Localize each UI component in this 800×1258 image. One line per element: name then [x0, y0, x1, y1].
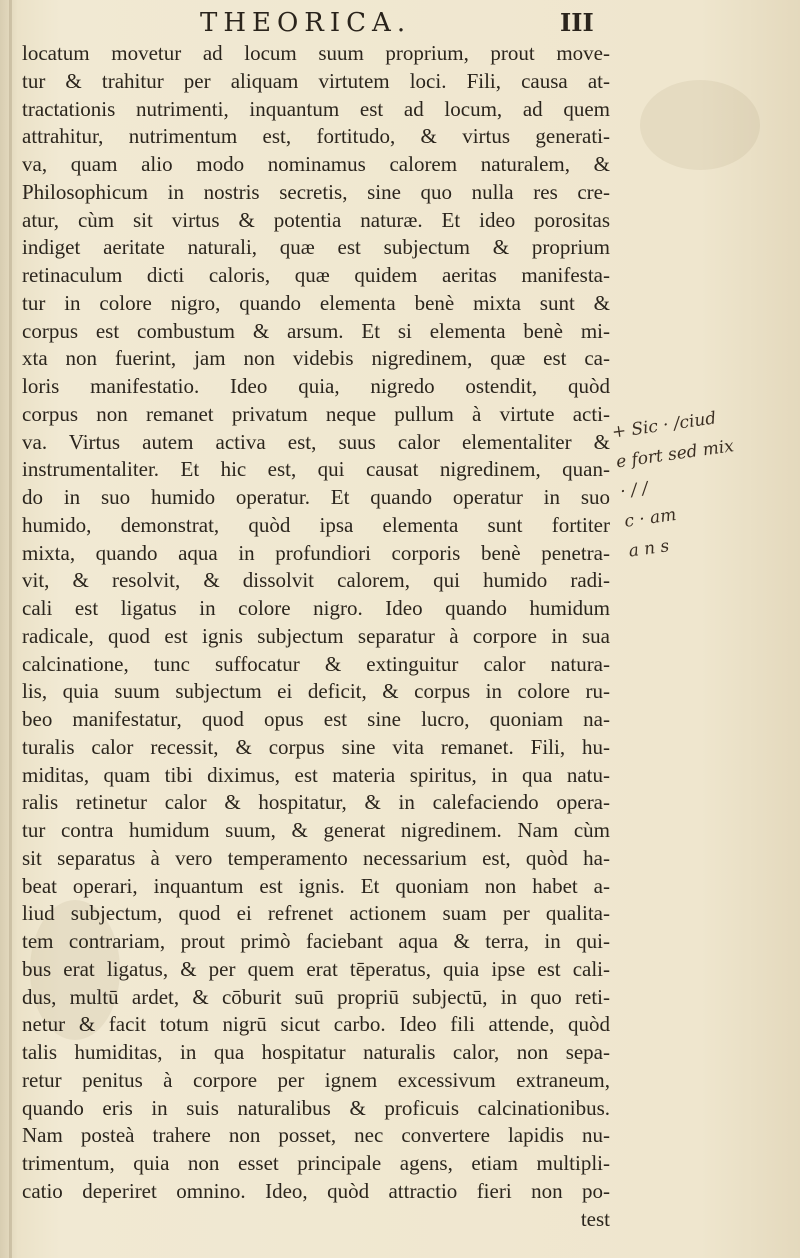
text-line: tractationis nutrimenti, inquantum est ad locum, ad quem	[22, 96, 610, 121]
text-line: catio deperiret omnino. Ideo, quòd attractio fieri non po-	[22, 1178, 610, 1203]
text-line: quando eris in suis naturalibus & proficuis calcinationibus.	[22, 1095, 610, 1120]
page-header	[0, 6, 800, 40]
main-text-block	[22, 40, 610, 1233]
text-line: attrahitur, nutrimentum est, fortitudo, & virtus generati-	[22, 124, 610, 149]
text-line: atur, cùm sit virtus & potentia naturæ. Et ideo porositas	[22, 207, 610, 232]
text-line: loris manifestatio. Ideo quia, nigredo ostendit, quòd	[22, 374, 610, 398]
text-line: retinaculum dicti caloris, quæ quidem aeritas manifesta-	[22, 263, 610, 287]
text-line: indiget aeritate naturali, quæ est subjectum & proprium	[22, 235, 610, 260]
text-line: miditas, quam tibi diximus, est materia spiritus, in qua natu-	[22, 762, 610, 787]
text-line: netur & facit totum nigrū sicut carbo. Ideo fili attende, quòd	[22, 1012, 610, 1037]
text-line: retur penitus à corpore per ignem excessivum extraneum,	[22, 1067, 610, 1092]
text-line: vit, & resolvit, & dissolvit calorem, qui humido radi-	[22, 568, 610, 593]
text-line: corpus non remanet privatum neque pullum à virtute acti-	[22, 401, 610, 426]
text-line: dus, multū ardet, & cōburit suū propriū subjectū, in quo reti-	[22, 984, 610, 1009]
text-line: va. Virtus autem activa est, suus calor elementaliter &	[22, 429, 610, 454]
text-line: calcinatione, tunc suffocatur & extinguitur calor natura-	[22, 651, 610, 676]
margin-note-line: · / /	[619, 478, 650, 503]
text-line: radicale, quod est ignis subjectum separatur à corpore in sua	[22, 623, 610, 648]
handwritten-margin-note	[610, 392, 800, 566]
margin-note-line: a n s	[627, 536, 671, 562]
text-line: locatum movetur ad locum suum proprium, prout move-	[22, 41, 610, 65]
margin-note-line: e fort sed mix	[614, 436, 736, 473]
text-line: sit separatus à vero temperamento necessarium est, quòd ha-	[22, 845, 610, 870]
text-line: tur contra humidum suum, & generat nigredinem. Nam cùm	[22, 818, 610, 842]
running-title: THEORICA.	[200, 8, 412, 38]
text-line: liud subjectum, quod ei refrenet actionem suam per qualita-	[22, 901, 610, 926]
text-line: tur in colore nigro, quando elementa benè mixta sunt &	[22, 290, 610, 315]
text-line: ralis retinetur calor & hospitatur, & in calefaciendo opera-	[22, 790, 610, 815]
text-line: va, quam alio modo nominamus calorem naturalem, &	[22, 152, 610, 176]
text-line: do in suo humido operatur. Et quando operatur in suo	[22, 485, 610, 509]
text-line: lis, quia suum subjectum ei deficit, & corpus in colore ru-	[22, 679, 610, 704]
text-line: tem contrariam, prout primò faciebant aqua & terra, in qui-	[22, 929, 610, 953]
margin-note-line: + Sic · /ciud	[610, 408, 718, 443]
margin-note-line: c · am	[623, 504, 678, 532]
page-number: III	[560, 8, 594, 37]
text-line: turalis calor recessit, & corpus sine vita remanet. Fili, hu-	[22, 734, 610, 759]
text-line: humido, demonstrat, quòd ipsa elementa sunt fortiter	[22, 512, 610, 537]
catchword: test	[580, 1206, 610, 1231]
text-line: xta non fuerint, jam non videbis nigredinem, quæ est ca-	[22, 346, 610, 371]
text-line: bus erat ligatus, & per quem erat tēperatus, quia ipse est cali-	[22, 956, 610, 981]
text-line: beat operari, inquantum est ignis. Et quoniam non habet a-	[22, 873, 610, 898]
text-line: beo manifestatur, quod opus est sine lucro, quoniam na-	[22, 707, 610, 731]
text-line: tur & trahitur per aliquam virtutem loci. Fili, causa at-	[22, 68, 610, 93]
text-line: Philosophicum in nostris secretis, sine quo nulla res cre-	[22, 179, 610, 204]
gutter-edge	[9, 0, 12, 1258]
text-line: talis humiditas, in qua hospitatur naturalis calor, non sepa-	[22, 1040, 610, 1064]
text-line: mixta, quando aqua in profundiori corporis benè penetra-	[22, 540, 610, 565]
text-line: Nam posteà trahere non posset, nec convertere lapidis nu-	[22, 1123, 610, 1148]
text-line: instrumentaliter. Et hic est, qui causat nigredinem, quan-	[22, 457, 610, 482]
text-line: cali est ligatus in colore nigro. Ideo quando humidum	[22, 596, 610, 620]
paper-stain	[640, 80, 760, 170]
text-line: corpus est combustum & arsum. Et si elementa benè mi-	[22, 318, 610, 343]
text-line: trimentum, quia non esset principale agens, etiam multipli-	[22, 1151, 610, 1175]
